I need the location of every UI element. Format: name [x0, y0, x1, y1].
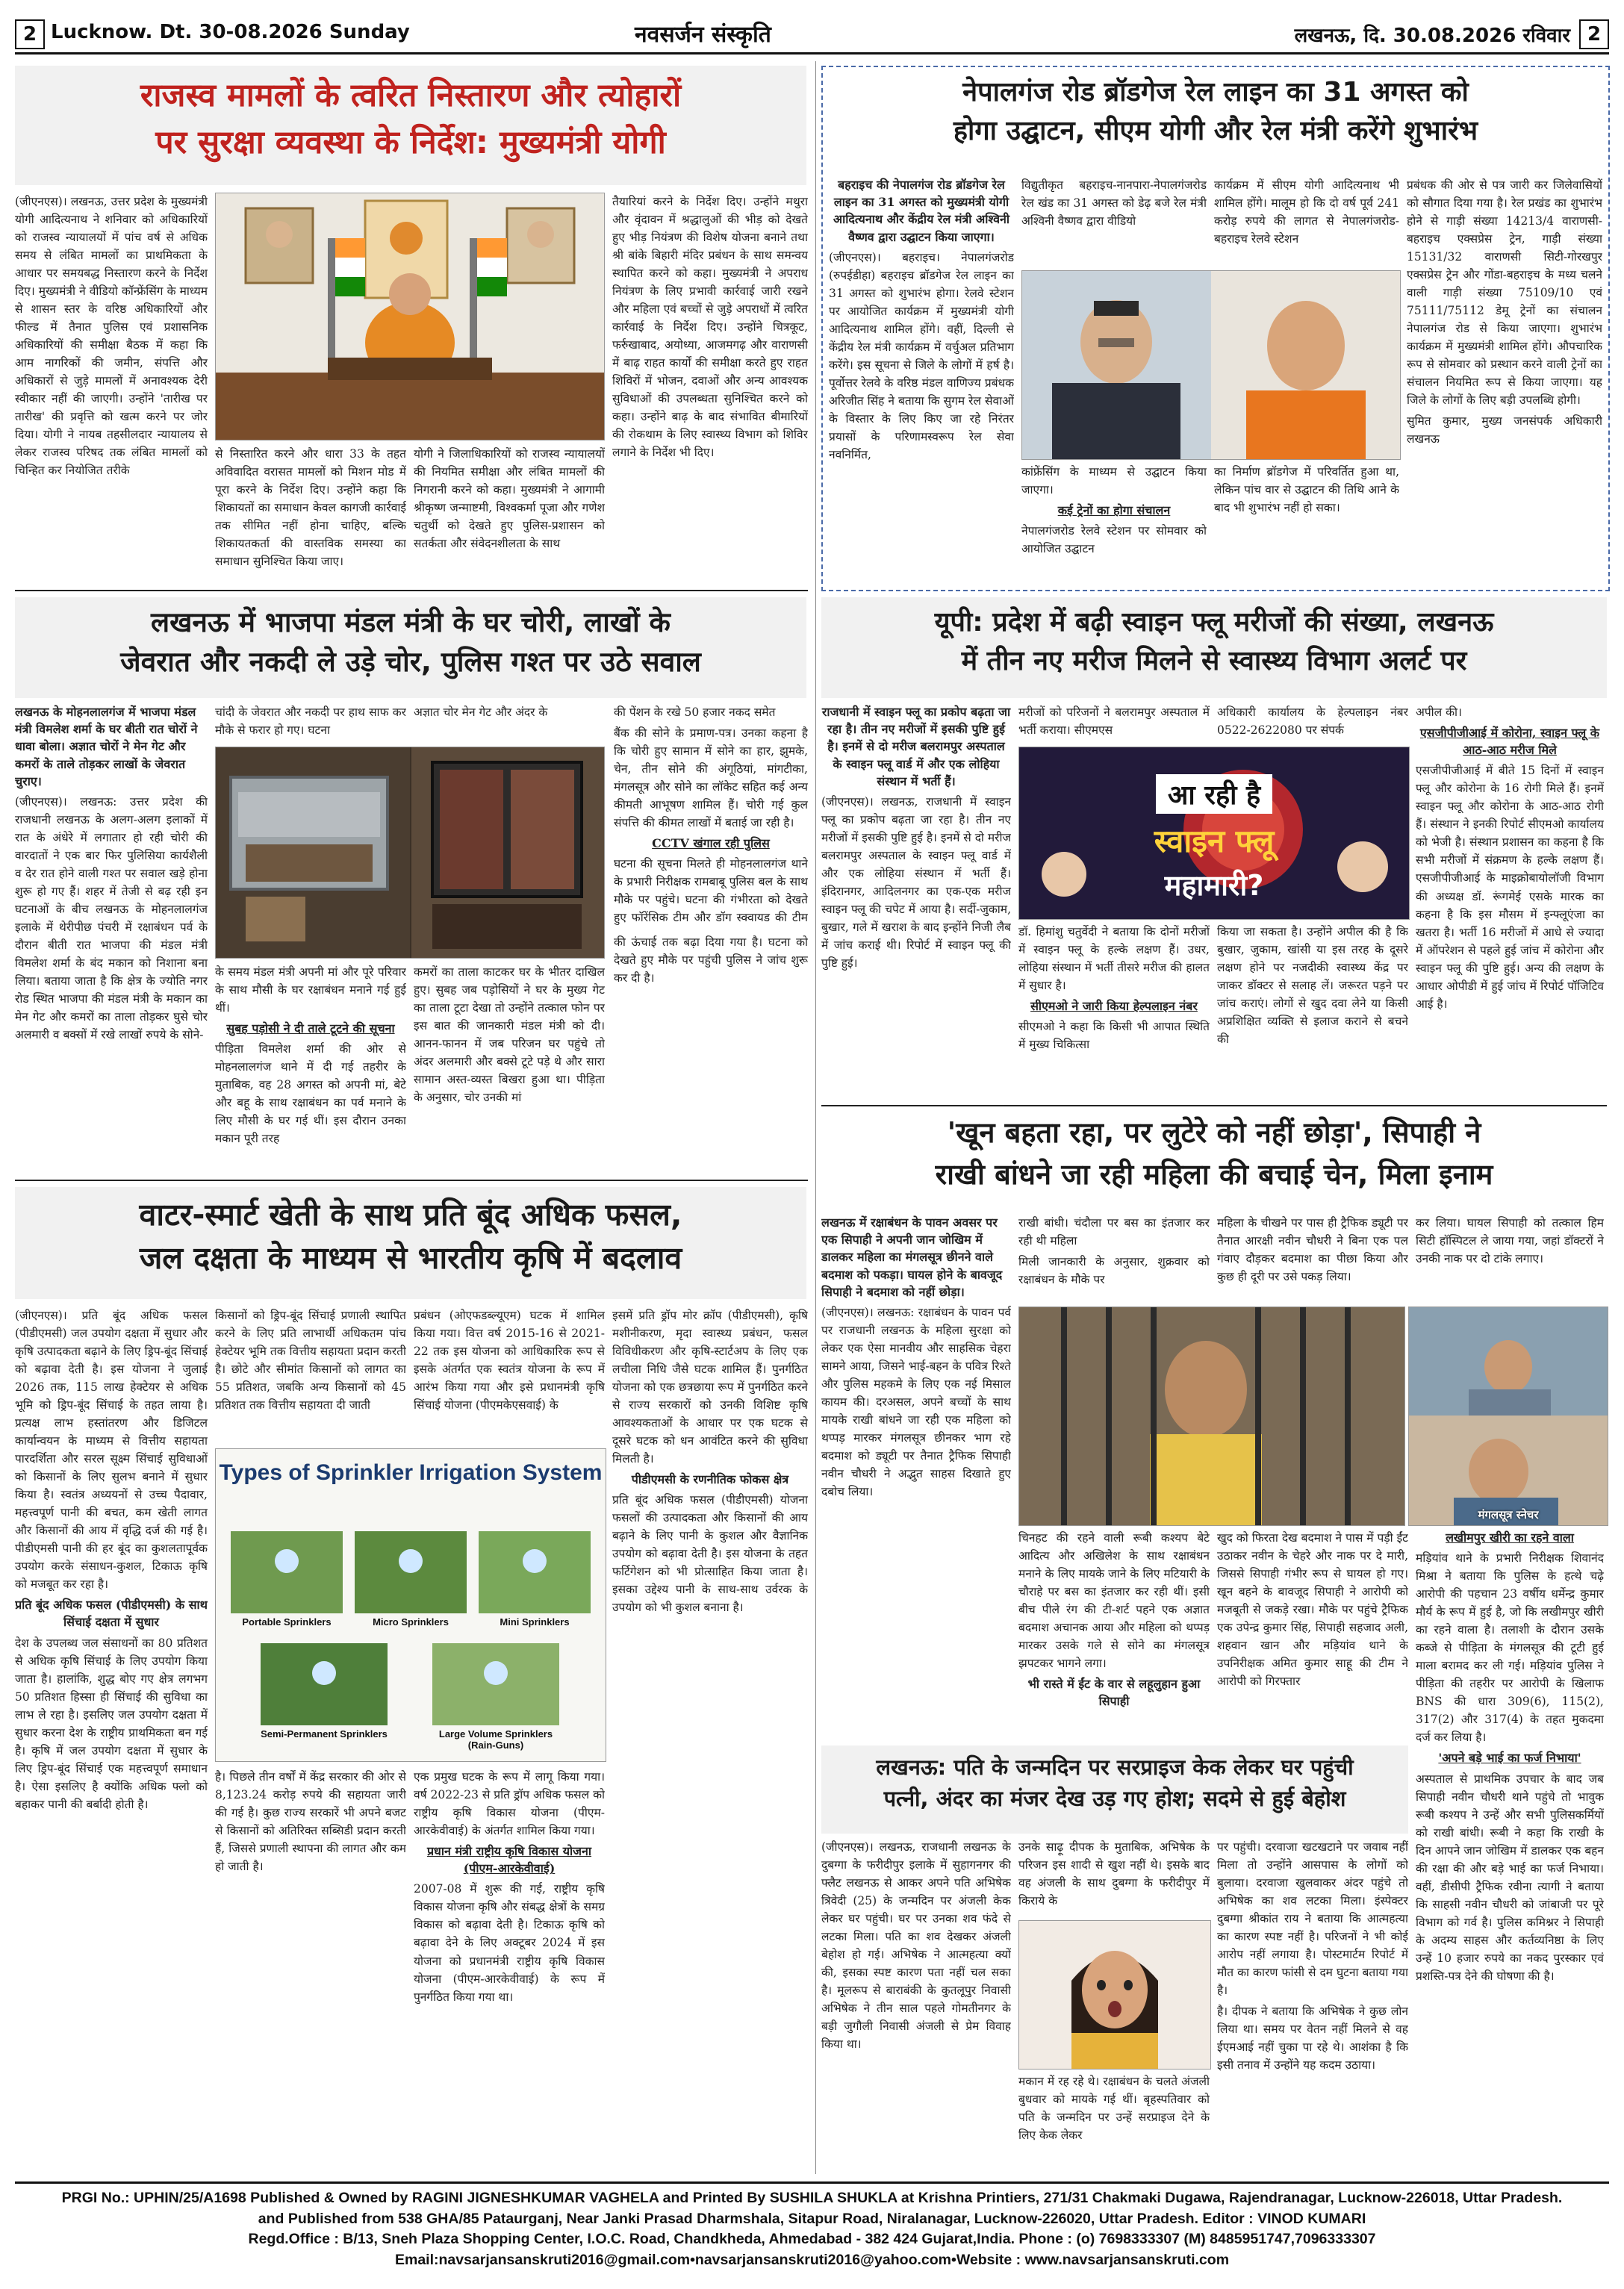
article-2-body-5: बैंक की सोने के प्रमाण-पत्र। उनका कहना है कि चोरी हुए सामान में सोने का हार, झुमके, चेन, तीन सोने की अंगूठियां, मांगटीका, मंगलसूत्र और सोने का लॉकेट सहित कई अन्य कीमती आभूषण शामिल हैं। चोरी गई कुल संपत्ति की कीमत लाखों में बताई जा रही है। [614, 726, 808, 830]
article-6-photo-accused [1018, 1307, 1405, 1526]
sprinkler-infographic [215, 1448, 606, 1762]
article-5-column-1 [821, 703, 1011, 1099]
article-2-subhead-cctv: CCTV खंगाल रही पुलिस [652, 836, 770, 851]
article-5-column-3 [1217, 923, 1408, 1099]
article-5-subhead-2: सीएमओ ने जारी किया हेल्पलाइन नंबर [1030, 999, 1198, 1014]
graphic-text-3: महामारी? [1164, 869, 1264, 902]
imprint-footer [15, 2181, 1609, 2278]
article-3-headline-line-1: वाटर-स्मार्ट खेती के साथ प्रति बूंद अधिक फसल, [139, 1197, 682, 1233]
masthead-date-hindi: लखनऊ, दि. 30.08.2026 रविवार [1294, 25, 1570, 47]
constable-photo [1409, 1307, 1608, 1525]
article-3-body-2: देश के उपलब्ध जल संसाधनों का 80 प्रतिशत से अधिक कृषि सिंचाई के लिए उपयोग किया जाता है। हालांकि, शुद्ध बोए गए क्षेत्र लगभग 50 प्रतिशत हिस्सा ही सिंचाई की सुविधा का लाभ ले रहा है। इसलिए जल उपयोग दक्षता में सुधार करना देश के राष्ट्रीय प्राथमिकता बन गई है। कृषि में जल उपयोग दक्षता में सुधार के लिए ड्रिप-बूंद सिंचाई एक महत्त्वपूर्ण समाधान है। ऐसा इसलिए है क्योंकि अधिक फ्लो को बहाकर पानी की बर्बादी होती है। [15, 1636, 208, 1811]
article-6-column-4-top [1416, 1214, 1604, 1302]
article-3-subhead-3: पीडीएमसी के रणनीतिक फोकस क्षेत्र [631, 1472, 789, 1487]
article-6-body-7: खुद को फिरता देख बदमाश ने पास में पड़ी ईंट उठाकर नवीन के चेहरे और नाक पर दे मारी, जिससे सिपाही गंभीर रूप से घायल हो गए। खून बहने के बावजूद सिपाही ने आरोपी को मजबूती से जकड़े रखा। मौके पर पहुंचे ट्रैफिक एक उपेन्द्र कुमार सिंह, सिपाही सहजाद अली, शहवान खान और मड़ियांव थाने के उपनिरीक्षक अमित कुमार साहू की टीम ने आरोपी को गिरफ्तार [1217, 1531, 1408, 1689]
article-6-column-1 [821, 1214, 1011, 1740]
article-6-photo-constable [1408, 1307, 1608, 1526]
article-3-body-3: किसानों को ड्रिप-बूंद सिंचाई प्रणाली स्थापित करने के लिए प्रति लाभार्थी अधिकतम पांच हेक्टेयर भूमि तक वित्तीय सहायता प्रदान करती है। छोटे और सीमांत किसानों को लागत का 55 प्रतिशत, जबकि अन्य किसानों को 45 प्रतिशत तक वित्तीय सहायता दी जाती [215, 1309, 406, 1413]
article-3-column-2 [215, 1768, 406, 2173]
article-2-column-1 [15, 703, 208, 1172]
article-4-body-5: नेपालगंजरोड रेलवे स्टेशन पर सोमवार को आयोजित उद्घाटन [1021, 524, 1207, 556]
article-7-column-1 [821, 1838, 1011, 2173]
article-6-headline-line-2: राखी बांधने जा रही महिला की बचाई चेन, मिला इनाम [935, 1158, 1493, 1192]
article-6-lead: लखनऊ में रक्षाबंधन के पावन अवसर पर एक सिपाही ने अपनी जान जोखिम में डालकर महिला का मंगलसूत्र छीनने वाले बदमाश को पकड़ा। घायल होने के बावजूद सिपाही ने बदमाश को नहीं छोड़ा। [821, 1215, 1003, 1299]
page-number-right: 2 [1579, 19, 1609, 49]
article-5-lead: राजधानी में स्वाइन फ्लू का प्रकोप बढ़ता जा रहा है। तीन नए मरीजों में इसकी पुष्टि हुई है। इनमें से दो मरीज बलरामपुर अस्पताल के स्वाइन फ्लू वार्ड में और एक लोहिया संस्थान में भर्ती हैं। [821, 705, 1011, 788]
article-1-column-3 [414, 445, 605, 582]
article-2-lead: लखनऊ के मोहनलालगंज में भाजपा मंडल मंत्री विमलेश शर्मा के घर बीती रात चोरों ने धावा बोला। अज्ञात चोरों ने मेन गेट और कमरों के ताले तोड़कर लाखों के जेवरात चुराए। [15, 705, 198, 788]
article-7-headline-line-2: पत्नी, अंदर का मंजर देख उड़ गए होश; सदमे से हुई बेहोश [883, 1786, 1346, 1812]
article-2-column-4 [614, 703, 808, 927]
article-4-caption: कांफ्रेंसिंग के माध्यम से उद्घाटन किया जाएगा। [1021, 465, 1207, 497]
article-2-body-3: की ऊंचाई तक बढ़ा दिया गया है। घटना को देखते हुए मौके पर पहुंची पुलिस ने जांच शुरू कर दी है। [614, 935, 808, 985]
page-number-left: 2 [15, 19, 45, 49]
divider [15, 590, 808, 591]
infographic-title: Types of Sprinkler Irrigation System [219, 1460, 603, 1485]
article-5-column-4 [1416, 703, 1604, 1099]
article-7-column-3 [1217, 1838, 1408, 2173]
article-4-column-2-top [1021, 176, 1207, 266]
article-7-body-4: मकान में रह रहे थे। रक्षाबंधन के चलते अंजली बुधवार को मायके गई थीं। बृहस्पतिवार को पति के जन्मदिन पर उन्हें सरप्राइज देने के लिए केक लेकर [1018, 2075, 1210, 2143]
infographic-label: Large Volume Sprinklers (Rain-Guns) [438, 1728, 553, 1751]
burglary-photo [216, 747, 604, 958]
article-6-subhead-2: 'अपने बड़े भाई का फर्ज निभाया' [1438, 1751, 1581, 1766]
article-4-headline-line-2: होगा उद्घाटन, सीएम योगी और रेल मंत्री करेंगे शुभारंभ [953, 115, 1478, 146]
article-1-body-2: से निस्तारित करने और धारा 33 के तहत अविवादित वरासत मामलों को मिशन मोड में पूरा करने के निर्देश दिए। उन्होंने कहा कि शिकायतों का समाधान केवल कागजी कार्रवाई तक सीमित नहीं होना चाहिए, बल्कि शिकायतकर्ता की वास्तविक समस्या का समाधान सुनिश्चित किया जाए। [215, 447, 406, 569]
article-2-headline-line-1: लखनऊ में भाजपा मंडल मंत्री के घर चोरी, लाखों के [151, 606, 671, 638]
article-6-body-5: कर लिया। घायल सिपाही को तत्काल हिम सिटी हॉस्पिटल ले जाया गया, जहां डॉक्टरों ने उनकी नाक पर दो टांके लगाए। [1416, 1216, 1604, 1266]
article-2-headline-box [15, 597, 806, 698]
article-4-column-3 [1214, 463, 1399, 584]
masthead-date-english: Lucknow. Dt. 30-08.2026 Sunday [51, 21, 410, 43]
article-3-body-4: प्रबंधन (ओएफडब्ल्यूएम) घटक में शामिल किया गया। वित्त वर्ष 2015-16 से 2021-22 तक इस योजना को आधिकारिक रूप से इसके अंतर्गत एक स्वतंत्र योजना के रूप में आरंभ किया गया और इसे प्रधानमंत्री कृषि सिंचाई योजना (पीएमकेएसवाई) के [414, 1309, 605, 1413]
article-4-photo [1021, 270, 1401, 460]
article-3-column-2-top [215, 1307, 406, 1441]
article-5-headline-line-2: में तीन नए मरीज मिलने से स्वास्थ्य विभाग अलर्ट पर [961, 645, 1467, 676]
article-3-body-9: प्रति बूंद अधिक फसल (पीडीएमसी) योजना फसलों की उत्पादकता और किसानों की आय बढ़ाने के लिए पानी के कुशल और वैज्ञानिक उपयोग को बढ़ावा देती है। इस योजना के तहत फर्टिगेशन को भी प्रोत्साहित किया जाता है। इसका उद्देश्य पानी के साथ-साथ उर्वरक के उपयोग को भी कुशल बनाना है। [612, 1493, 808, 1615]
infographic-label: Micro Sprinklers [373, 1616, 449, 1628]
article-6-subhead-1: लखीमपुर खीरी का रहने वाला [1446, 1530, 1574, 1545]
article-2-body-7: के समय मंडल मंत्री अपनी मां और पूरे परिवार के साथ मौसी के घर रक्षाबंधन मनाने गई हुई थीं। [215, 965, 406, 1015]
article-3-body-8: 2007-08 में शुरू की गई, राष्ट्रीय कृषि विकास योजना कृषि और संबद्ध क्षेत्रों के समग्र विकास को बढ़ावा देती है। टिकाऊ कृषि को बढ़ावा देने के लिए अक्टूबर 2024 में इस योजना को प्रधानमंत्री राष्ट्रीय कृषि विकास योजना (पीएम-आरकेवीवाई) के रूप में पुनर्गठित किया गया था। [414, 1882, 605, 2004]
article-6-column-3 [1217, 1529, 1408, 1740]
article-4-column-2 [1021, 463, 1207, 584]
article-1-column-2 [215, 445, 406, 582]
article-1-column-1 [15, 193, 208, 582]
article-2-body-10: की पेंशन के रखे 50 हजार नकद समेत [614, 706, 776, 719]
article-2-body-9: कमरों का ताला काटकर घर के भीतर दाखिल हुए। सुबह जब पड़ोसियों ने घर के मुख्य गेट का ताला टूटा देखा तो उन्होंने तत्काल फोन पर इस बात की जानकारी मंडल मंत्री को दी। आनन-फानन में जब परिजन घर पहुंचे तो अंदर अलमारी और बक्से टूटे पड़े थे और सारा सामान अस्त-व्यस्त बिखरा हुआ था। पीड़िता के अनुसार, चोर उनकी मां [414, 965, 605, 1105]
article-4-headline-line-1: नेपालगंज रोड ब्रॉडगेज रेल लाइन का 31 अगस्त को [962, 77, 1469, 108]
article-4-headline-box [829, 72, 1602, 169]
article-7-body-2: उनके साढ़ू दीपक के मुताबिक, अभिषेक के परिजन इस शादी से खुश नहीं थे। इसके बाद वह अंजली के साथ दुबग्गा के फरीदीपुर में किराये के [1018, 1840, 1210, 1908]
ministers-photo [1022, 271, 1400, 459]
article-2-headline-line-2: जेवरात और नकदी ले उड़े चोर, पुलिस गश्त पर उठे सवाल [120, 645, 701, 678]
article-2-column-4b [614, 933, 808, 1172]
article-2-body-1: (जीएनएस)। लखनऊ: उत्तर प्रदेश की राजधानी लखनऊ के अलग-अलग इलाकों में रात के अंधेरे में लगातार हो रही चोरी की वारदातों ने एक बार फिर पुलिसिया कार्यशैली व देर रात होने वाली गश्त पर सवाल खड़े होना शुरू हो गए हैं। शहर में तेजी से बढ़ रही इन घटनाओं के बीच लखनऊ के मोहनलालगंज इलाके में थेरीपीछ पंचरी में रक्षाबंधन पर्व के दौरान बीती रात भाजपा की मंडल मंत्री विमलेश शर्मा के बंद मकान को निशाना बना लिया। बताया जाता है कि क्षेत्र के ज्योति नगर रोड स्थित भाजपा की मंडल मंत्री के मकान का मेन गेट और कमरों का ताला तोड़कर घुसे चोर अलमारी व बक्सों में रखे लाखों रुपये के सोने- [15, 794, 208, 1042]
article-4-column-1 [829, 176, 1014, 584]
article-6-body-2: राखी बांधी। चंदौला पर बस का इंतजार कर रही थी महिला [1018, 1216, 1210, 1248]
article-2-column-3-top [414, 703, 605, 742]
article-2-subhead-neighbour: सुबह पड़ोसी ने दी ताले टूटने की सूचना [226, 1021, 395, 1036]
article-4-body-3: कार्यक्रम में सीएम योगी आदित्यनाथ भी शामिल होंगे। मालूम हो कि दो वर्ष पूर्व 241 करोड़ रुपये की लागत से नेपालगंजरोड-बहराइच रेलवे स्टेशन [1214, 178, 1399, 246]
sprinkler-images [216, 1449, 606, 1761]
article-3-column-3-top [414, 1307, 605, 1441]
article-2-column-2 [215, 963, 406, 1172]
article-7-body-1: (जीएनएस)। लखनऊ, राजधानी लखनऊ के दुबग्गा के फरीदीपुर इलाके में सुहागनगर की फ्लैट लखनऊ से आकर अपने पति अभिषेक त्रिवेदी (25) के जन्मदिन पर अंजली केक लेकर घर पहुंची। घर पर उनका शव फंदे से लटका मिला। पति का शव देखकर अंजली बेहोश हो गई। अभिषेक ने आत्महत्या क्यों की, इसका स्पष्ट कारण पता नहीं चल सका है। मूलरूप से बाराबंकी के कुतलूपुर निवासी अभिषेक ने तीन साल पहले गोमतीनगर के बड़ी जुगौली निवासी अंजली से प्रेम विवाह किया था। [821, 1840, 1011, 2052]
article-3-body-1: (जीएनएस)। प्रति बूंद अधिक फसल (पीडीएमसी) जल उपयोग दक्षता में सुधार और कृषि उत्पादकता बढ़ाने के लिए ड्रिप-बूंद सिंचाई को बढ़ावा देती है। इस योजना ने जुलाई 2026 तक, 115 लाख हेक्टेयर से अधिक भूमि को ड्रिप-बूंद सिंचाई के तहत लाया है। प्रत्यक्ष लाभ हस्तांतरण और डिजिटल कार्यान्वयन के माध्यम से वित्तीय सहायता पारदर्शिता और सरल सूक्ष्म सिंचाई सुविधाओं को किसानों के लिए सुलभ बनाने में सुधार किया है। स्वतंत्र अध्ययनों से उच्च पैदावार, महत्त्वपूर्ण पानी की बचत, कम खेती लागत और किसानों की आय में वृद्धि दर्ज की गई है। पीडीएमसी पानी की हर बूंद का कुशलतापूर्वक उपयोग करके संसाधन-कुशल, टिकाऊ कृषि को मजबूत कर रहा है। [15, 1309, 208, 1592]
article-6-headline-line-1: 'खून बहता रहा, पर लुटेरे को नहीं छोड़ा', सिपाही ने [947, 1116, 1481, 1149]
cm-meeting-photo [216, 193, 604, 440]
article-6-body-6: चिनहट की रहने वाली रूबी कश्यप बेटे आदित्य और अखिलेश के साथ रक्षाबंधन मनाने के लिए मायके जाने के लिए मटियारी के चौराहे पर बस का इंतजार कर रही थीं। इसी बीच पीले रंग की टी-शर्ट पहने एक अज्ञात बदमाश अचानक आया और महिला को थप्पड़ मारकर उसके गले से सोने का मंगलसूत्र झपटकर भागने लगा। [1018, 1531, 1210, 1671]
article-1-column-4 [612, 193, 808, 582]
article-6-column-2-top [1018, 1214, 1210, 1302]
article-4-column-4 [1407, 176, 1602, 584]
article-2-photo [215, 747, 605, 959]
article-6-body-10: भी रास्ते में ईंट के वार से लहूलुहान हुआ सिपाही [1027, 1677, 1201, 1709]
imprint-line-3: Regd.Office : B/13, Sneh Plaza Shopping Center, I.O.C. Road, Chandkheda, Ahmedabad - 382 424 Gujarat,India. Phone : (o) 7698333307 (M) 8485951747,7096333307 [248, 2231, 1376, 2248]
article-5-subhead-1: एसजीपीजीआई में कोरोना, स्वाइन फ्लू के आठ-आठ मरीज मिले [1419, 726, 1600, 758]
article-5-column-3-top [1217, 703, 1408, 742]
infographic-label: Semi-Permanent Sprinklers [261, 1728, 388, 1740]
article-2-body-2: चांदी के जेवरात और नकदी पर हाथ साफ कर मौके से फरार हो गए। घटना [215, 706, 406, 738]
article-5-body-6: डॉ. हिमांशु चतुर्वेदी ने बताया कि दोनों मरीजों में स्वाइन फ्लू के हल्के लक्षण हैं। उधर, लोहिया संस्थान में भर्ती तीसरे मरीज की हालत में सुधार है। [1018, 925, 1210, 993]
article-3-subhead-1: प्रति बूंद अधिक फसल (पीडीएमसी) के साथ सिंचाई दक्षता में सुधार [15, 1598, 208, 1630]
article-1-body-4: तैयारियां करने के निर्देश दिए। उन्होंने मथुरा और वृंदावन में श्रद्धालुओं की भीड़ को देखते हुए भीड़ नियंत्रण की विशेष योजना बनाने तथा श्री बांके बिहारी मंदिर प्रबंधन के साथ समन्वय स्थापित करने को कहा। मुख्यमंत्री ने अपराध नियंत्रण के लिए प्रभावी कार्रवाई जारी रखने और महिला एवं बच्चों से जुड़े अपराधों में त्वरित कार्रवाई के निर्देश दिए। उन्होंने चित्रकूट, फर्रुखाबाद, अयोध्या, आजमगढ़ और वाराणसी में बाढ़ राहत कार्यों की समीक्षा करते हुए राहत शिविरों में भोजन, दवाओं और अन्य आवश्यक सुविधाओं की उपलब्धता सुनिश्चित करने को कहा। उन्होंने बाढ़ के बाद संभावित बीमारियों की रोकथाम के लिए स्वास्थ्य विभाग को शिविर लगाने के निर्देश भी दिए। [612, 195, 808, 460]
article-4-column-3-top [1214, 176, 1399, 266]
graphic-text-2: स्वाइन फ्लू [1154, 823, 1275, 859]
article-5-body-3: अधिकारी कार्यालय के हेल्पलाइन नंबर 0522-2622080 पर संपर्क [1217, 706, 1408, 738]
article-6-body-8: मड़ियांव थाने के प्रभारी निरीक्षक शिवानंद मिश्रा ने बताया कि पुलिस के हत्थे चढ़े आरोपी की पहचान 23 वर्षीय धर्मेन्द्र कुमार मौर्य के रूप में हुई है, जो कि लखीमपुर खीरी का रहने वाला है। तलाशी के दौरान उसके कब्जे से पीड़िता के मंगलसूत्र की टूटी हुई माला बरामद कर ली गई। मड़ियांव पुलिस ने पीड़िता की तहरीर पर आरोपी के खिलाफ BNS की धारा 309(6), 115(2), 317(2) और 317(4) के तहत मुकदमा दर्ज कर लिया है। [1416, 1551, 1604, 1745]
column-divider [815, 61, 816, 2174]
article-6-headline-box [821, 1111, 1607, 1208]
article-2-body-8: पीड़िता विमलेश शर्मा की ओर से मोहनलालगंज थाने में दी गई तहरीर के मुताबिक, वह 28 अगस्त को अपनी मां, बेटे और बहू के साथ रक्षाबंधन का पर्व मनाने के लिए मौसी के घर गई थीं। इस दौरान उनका मकान पूरी तरह [215, 1042, 406, 1146]
article-6-body-4: महिला के चीखने पर पास ही ट्रैफिक ड्यूटी पर तैनात आरक्षी नवीन चौधरी ने बिना एक पल गंवाए दौड़कर बदमाश का पीछा किया और कुछ ही दूरी पर उसे पकड़ लिया। [1217, 1216, 1408, 1284]
imprint-line-2: and Published from 538 GHA/85 Pataurganj, Near Janki Prasad Dharmshala, Sitapur Road, Niralanagar, Lucknow-226020, Uttar Pradesh. Editor : VINOD KUMARI [258, 2210, 1366, 2227]
article-3-column-3 [414, 1768, 605, 2173]
article-7-photo [1018, 1920, 1211, 2070]
article-3-body-5: इसमें प्रति ड्रॉप मोर क्रॉप (पीडीएमसी), कृषि मशीनीकरण, मृदा स्वास्थ्य प्रबंधन, फसल विविधीकरण और कृषि-स्टार्टअप के लिए एक लचीला निधि जैसे घटक शामिल हैं। पुनर्गठित योजना को एक छत्रछाया रूप में पुनर्गठित करने से राज्य सरकारों को उनकी विशिष्ट कृषि आवश्यकताओं के आधार पर एक घटक से दूसरे घटक को धन आवंटित करने की सुविधा मिलती है। [612, 1309, 808, 1466]
article-4-body-1: (जीएनएस)। बहराइच। नेपालगंजरोड (रुपईडीहा) बहराइच ब्रॉडगेज रेल लाइन का 31 अगस्त को शुभारंभ होगा। रेलवे स्टेशन पर आयोजित कार्यक्रम में मुख्यमंत्री योगी आदित्यनाथ शामिल होंगे। वहीं, दिल्ली से केंद्रीय रेल मंत्री कार्यक्रम में वर्चुअल प्रतिभाग करेंगे। इस सूचना से जिले के लोगों में हर्ष है। पूर्वोत्तर रेलवे के वरिष्ठ मंडल वाणिज्य प्रबंधक अरिजीत सिंह ने बताया कि सुगम रेल सेवाओं के विस्तार के लिए किए जा रहे निरंतर प्रयासों के परिणामस्वरूप रेल सेवा नवनिर्मित, [829, 250, 1014, 461]
article-4-body-7: सुमित कुमार, मुख्य जनसंपर्क अधिकारी लखनऊ [1407, 414, 1602, 446]
article-6-column-4 [1416, 1529, 1604, 2171]
article-6-body-3: मिली जानकारी के अनुसार, शुक्रवार को रक्षाबंधन के मौके पर [1018, 1255, 1210, 1287]
article-6-column-2 [1018, 1529, 1210, 1740]
article-7-column-2-top [1018, 1838, 1210, 1916]
swine-flu-graphic [1018, 747, 1410, 920]
article-1-headline-box [15, 66, 806, 185]
article-4-body-6: प्रबंधक की ओर से पत्र जारी कर जिलेवासियों को सौगात दिया गया है। रेल प्रखंड का शुभारंभ होने से गाड़ी संख्या 14213/4 वाराणसी-बहराइच एक्सप्रेस ट्रेन, गाड़ी संख्या 15131/32 वाराणसी सिटी-गोरखपुर एक्सप्रेस ट्रेन और गोंडा-बहराइच के मध्य चलने वाली गाड़ी संख्या 75109/10 एवं 75111/75112 डेमू ट्रेनों का संचालन नेपालगंज रोड से किया जाएगा। शुभारंभ कार्यक्रम में मुख्यमंत्री शामिल होंगे। औपचारिक रूप से सोमवार को प्रस्थान करने वाली ट्रेनों का संचालन नियमित रूप से किया जाएगा। यह जिले के लोगों के लिए बड़ी उपलब्धि होगी। [1407, 178, 1602, 408]
infographic-label: Portable Sprinklers [242, 1616, 332, 1628]
article-4-subhead: कई ट्रेनों का होगा संचालन [1057, 503, 1171, 518]
article-5-body-4: अपील की। [1416, 706, 1462, 719]
article-3-column-1 [15, 1307, 208, 2173]
article-3-subhead-2: प्रधान मंत्री राष्ट्रीय कृषि विकास योजना (पीएम-आरकेवीवाई) [426, 1844, 592, 1876]
article-7-body-3: पर पहुंची। दरवाजा खटखटाने पर जवाब नहीं मिला तो उन्होंने आसपास के लोगों को बुलाया। दरवाजा खुलवाकर अंदर पहुंचे तो अभिषेक का शव लटका मिला। इंस्पेक्टर दुबग्गा श्रीकांत राय ने बताया कि आत्महत्या का कारण स्पष्ट नहीं है। परिजनों ने भी कोई आरोप नहीं लगाया है। पोस्टमार्टम रिपोर्ट में मौत का कारण फांसी से दम घुटना बताया गया है। [1217, 1840, 1408, 1998]
article-6-body-1: (जीएनएस)। लखनऊ: रक्षाबंधन के पावन पर्व पर राजधानी लखनऊ के महिला सुरक्षा को लेकर एक ऐसा मानवीय और साहसिक चेहरा सामने आया, जिसने भाई-बहन के पवित्र रिश्ते और पुलिस महकमे के लिए एक नई मिसाल कायम की। दरअसल, अपने बच्चों के साथ मायके राखी बांधने जा रही एक महिला को थप्पड़ मारकर मंगलसूत्र छीनकर भाग रहे बदमाश को ड्यूटी पर तैनात ट्रैफिक सिपाही नवीन चौधरी ने अद्भुत साहस दिखाते हुए दबोच लिया। [821, 1305, 1011, 1499]
imprint-line-1: PRGI No.: UPHIN/25/A1698 Published & Owned by RAGINI JIGNESHKUMAR VAGHELA and Printed By SUSHILA SHUKLA at Krishna Printiers, 271/31 Chakmaki Dugawa, Rajendranagar, Lucknow-226018, Uttar Pradesh. [61, 2190, 1563, 2206]
article-2-body-6: घटना की सूचना मिलते ही मोहनलालगंज थाने के प्रभारी निरीक्षक रामबाबू पुलिस बल के साथ मौके पर पहुंचे। घटना की गंभीरता को देखते हुए फॉरेंसिक टीम और डॉग स्क्वायड की टीम [614, 857, 808, 925]
article-3-headline-line-2: जल दक्षता के माध्यम से भारतीय कृषि में बदलाव [139, 1240, 682, 1277]
article-5-body-7: सीएमओ ने कहा कि किसी भी आपात स्थिति में मुख्य चिकित्सा [1018, 1020, 1210, 1052]
article-6-column-3-top [1217, 1214, 1408, 1302]
article-1-photo [215, 193, 605, 440]
masthead [15, 16, 1609, 54]
graphic-text-1: आ रही है [1156, 774, 1272, 814]
article-7-headline-line-1: लखनऊ: पति के जन्मदिन पर सरप्राइज केक लेकर घर पहुंची [876, 1754, 1354, 1780]
newspaper-name: नवसर्जन संस्कृति [635, 22, 771, 48]
article-4-lead: बहराइच की नेपालगंज रोड ब्रॉडगेज रेल लाइन का 31 अगस्त को मुख्यमंत्री योगी आदित्यनाथ और केंद्रीय रेल मंत्री अश्विनी वैष्णव द्वारा उद्घाटन किया जाएगा। [833, 178, 1010, 244]
article-5-column-2 [1018, 923, 1210, 1099]
article-5-headline-box [821, 597, 1607, 698]
article-1-headline-line-1: राजस्व मामलों के त्वरित निस्तारण और त्योहारों [140, 77, 682, 114]
article-2-column-2-top [215, 703, 406, 742]
article-7-column-2 [1018, 2072, 1210, 2173]
shocked-woman-photo [1019, 1921, 1210, 2069]
article-7-body-5: है। दीपक ने बताया कि अभिषेक ने कुछ लोन लिया था। समय पर वेतन नहीं मिलने से वह ईएमआई नहीं चुका पा रहे थे। आशंका है कि इसी तनाव में उन्होंने यह कदम उठाया। [1217, 2005, 1408, 2072]
infographic-label: Mini Sprinklers [500, 1616, 570, 1628]
photo-caption-snatcher: मंगलसूत्र स्नेचर [1478, 1508, 1539, 1522]
article-5-column-2-top [1018, 703, 1210, 742]
article-7-headline-box [821, 1745, 1408, 1834]
article-2-body-4: अज्ञात चोर मेन गेट और अंदर के [414, 706, 548, 719]
divider [821, 1105, 1607, 1106]
article-1-body-3: योगी ने जिलाधिकारियों को राजस्व न्यायालयों की नियमित समीक्षा और लंबित मामलों की निगरानी करने को कहा। मुख्यमंत्री ने आगामी श्रीकृष्ण जन्माष्टमी, विश्वकर्मा पूजा और गणेश चतुर्थी को देखते हुए पुलिस-प्रशासन को सतर्कता और संवेदनशीलता के साथ [414, 447, 605, 551]
accused-behind-bars-photo [1019, 1307, 1404, 1525]
article-1-body: (जीएनएस)। लखनऊ, उत्तर प्रदेश के मुख्यमंत्री योगी आदित्यनाथ ने शनिवार को अधिकारियों को राजस्व न्यायालयों में पांच वर्ष से अधिक समय से लंबित मामलों का प्राथमिकता के आधार पर समयबद्ध निस्तारण करने के निर्देश दिए। मुख्यमंत्री ने वीडियो कॉन्फ्रेंसिंग के माध्यम से शासन स्तर के वरिष्ठ अधिकारियों और फील्ड में तैनात पुलिस एवं प्रशासनिक अधिकारियों की समीक्षा बैठक में कहा कि आम नागरिकों की जमीन, संपत्ति और अधिकारों से जुड़े मामलों में अनावश्यक देरी स्वीकार नहीं की जाएगी। उन्होंने 'तारीख पर तारीख' की प्रवृत्ति को खत्म करने पर जोर दिया। योगी ने नायब तहसीलदार न्यायालय से लेकर राजस्व परिषद तक लंबित मामलों को चिन्हित कर नियोजित तरीके [15, 195, 208, 478]
article-5-body-5: एसजीपीजीआई में बीते 15 दिनों में स्वाइन फ्लू और कोरोना के 16 रोगी मिले हैं। इनमें स्वाइन फ्लू और कोरोना के आठ-आठ रोगी हैं। संस्थान ने इनकी रिपोर्ट सीएमओ कार्यालय को भेजी है। संस्थान प्रशासन का कहना है कि सभी मरीजों में संक्रमण के हल्के लक्षण हैं। एसजीपीजीआई के माइक्रोबायोलॉजी विभाग की अध्यक्ष डॉ. रूंगमेई एसके मारक का कहना है कि इस मौसम में इन्फ्लूएंजा का खतरा है। भर्ती 16 मरीजों में आधे से ज्यादा में ऑपरेशन से पहले हुई जांच में कोरोना और स्वाइन फ्लू की पुष्टि हुई। अन्य की लक्षण के आधार ओपीडी में हुई जांच में रिपोर्ट पॉजिटिव आई है। [1416, 764, 1604, 1011]
divider [15, 1180, 808, 1181]
article-5-headline-line-1: यूपी: प्रदेश में बढ़ी स्वाइन फ्लू मरीजों की संख्या, लखनऊ [934, 607, 1494, 638]
article-3-column-4 [612, 1307, 808, 2173]
article-3-headline-box [15, 1187, 806, 1299]
article-5-body-1: (जीएनएस)। लखनऊ, राजधानी में स्वाइन फ्लू का प्रकोप बढ़ता जा रहा है। तीन नए मरीजों में इसकी पुष्टि हुई है। इनमें से दो मरीज बलरामपुर अस्पताल के स्वाइन फ्लू वार्ड में और एक लोहिया संस्थान में भर्ती हैं। इंदिरानगर, आदिलनगर का एक-एक मरीज स्वाइन फ्लू की चपेट में आया है। सर्दी-जुकाम, बुखार, गले में खराश के बाद इन्होंने निजी लैब में जांच कराई थी। रिपोर्ट में स्वाइन फ्लू की पुष्टि हुई। [821, 794, 1011, 971]
article-6-body-9: अस्पताल से प्राथमिक उपचार के बाद जब सिपाही नवीन चौधरी थाने पहुंचे तो भावुक रूबी कश्यप ने उन्हें और सभी पुलिसकर्मियों को राखी बांधी। रूबी ने कहा कि राखी के दिन आपने जान जोखिम में डालकर एक बहन की रक्षा की और बड़े भाई का फर्ज निभाया। वहीं, डीसीपी ट्रैफिक रवीना त्यागी ने बताया कि साहसी नवीन चौधरी को जांबाजी पर पूरे विभाग को गर्व है। पुलिस कमिश्नर ने सिपाही के अदम्य साहस और कर्तव्यनिष्ठा के लिए उन्हें 10 हजार रुपये का नकद पुरस्कार एवं प्रशस्ति-पत्र देने की घोषणा की है। [1416, 1772, 1604, 1983]
article-3-body-7: एक प्रमुख घटक के रूप में लागू किया गया। वर्ष 2022-23 से प्रति ड्रॉप अधिक फसल को राष्ट्रीय कृषि विकास योजना (पीएम-आरकेवीवाई) के अंतर्गत शामिल किया गया। [414, 1770, 605, 1838]
article-5-body-2: मरीजों को परिजनों ने बलरामपुर अस्पताल में भर्ती कराया। सीएमएस [1018, 706, 1210, 738]
article-5-body-8: किया जा सकता है। उन्होंने अपील की है कि बुखार, जुकाम, खांसी या इस तरह के दूसरे लक्षण होने पर नजदीकी स्वास्थ्य केंद्र पर जाकर डॉक्टर से सलाह लें। जरूरत पड़ने पर जांच कराएं। लोगों से खुद दवा लेने या किसी अप्रशिक्षित व्यक्ति से इलाज कराने से बचने की [1217, 925, 1408, 1047]
article-4-body-4: का निर्माण ब्रॉडगेज में परिवर्तित हुआ था, लेकिन पांच वार से उद्घाटन की तिथि आने के बाद भी शुभारंभ नहीं हो सका। [1214, 465, 1399, 515]
article-3-body-6: है। पिछले तीन वर्षों में केंद्र सरकार की ओर से 8,123.24 करोड़ रुपये की सहायता जारी की गई है। कुछ राज्य सरकारें भी अपने बजट से किसानों को अतिरिक्त सब्सिडी प्रदान करती हैं, जिससे प्रणाली स्थापना की लागत और कम हो जाती है। [215, 1770, 406, 1874]
imprint-line-4: Email:navsarjansanskruti2016@gmail.com•navsarjansanskruti2016@yahoo.com•Website : www.navsarjansanskruti.com [394, 2252, 1230, 2269]
article-2-column-3 [414, 963, 605, 1172]
article-1-headline-line-2: पर सुरक्षा व्यवस्था के निर्देश: मुख्यमंत्री योगी [155, 123, 666, 161]
article-4-body-2: विद्युतीकृत बहराइच-नानपारा-नेपालगंजरोड रेल खंड का 31 अगस्त को डेढ़ बजे रेल मंत्री अश्विनी वैष्णव द्वारा वीडियो [1021, 178, 1207, 228]
